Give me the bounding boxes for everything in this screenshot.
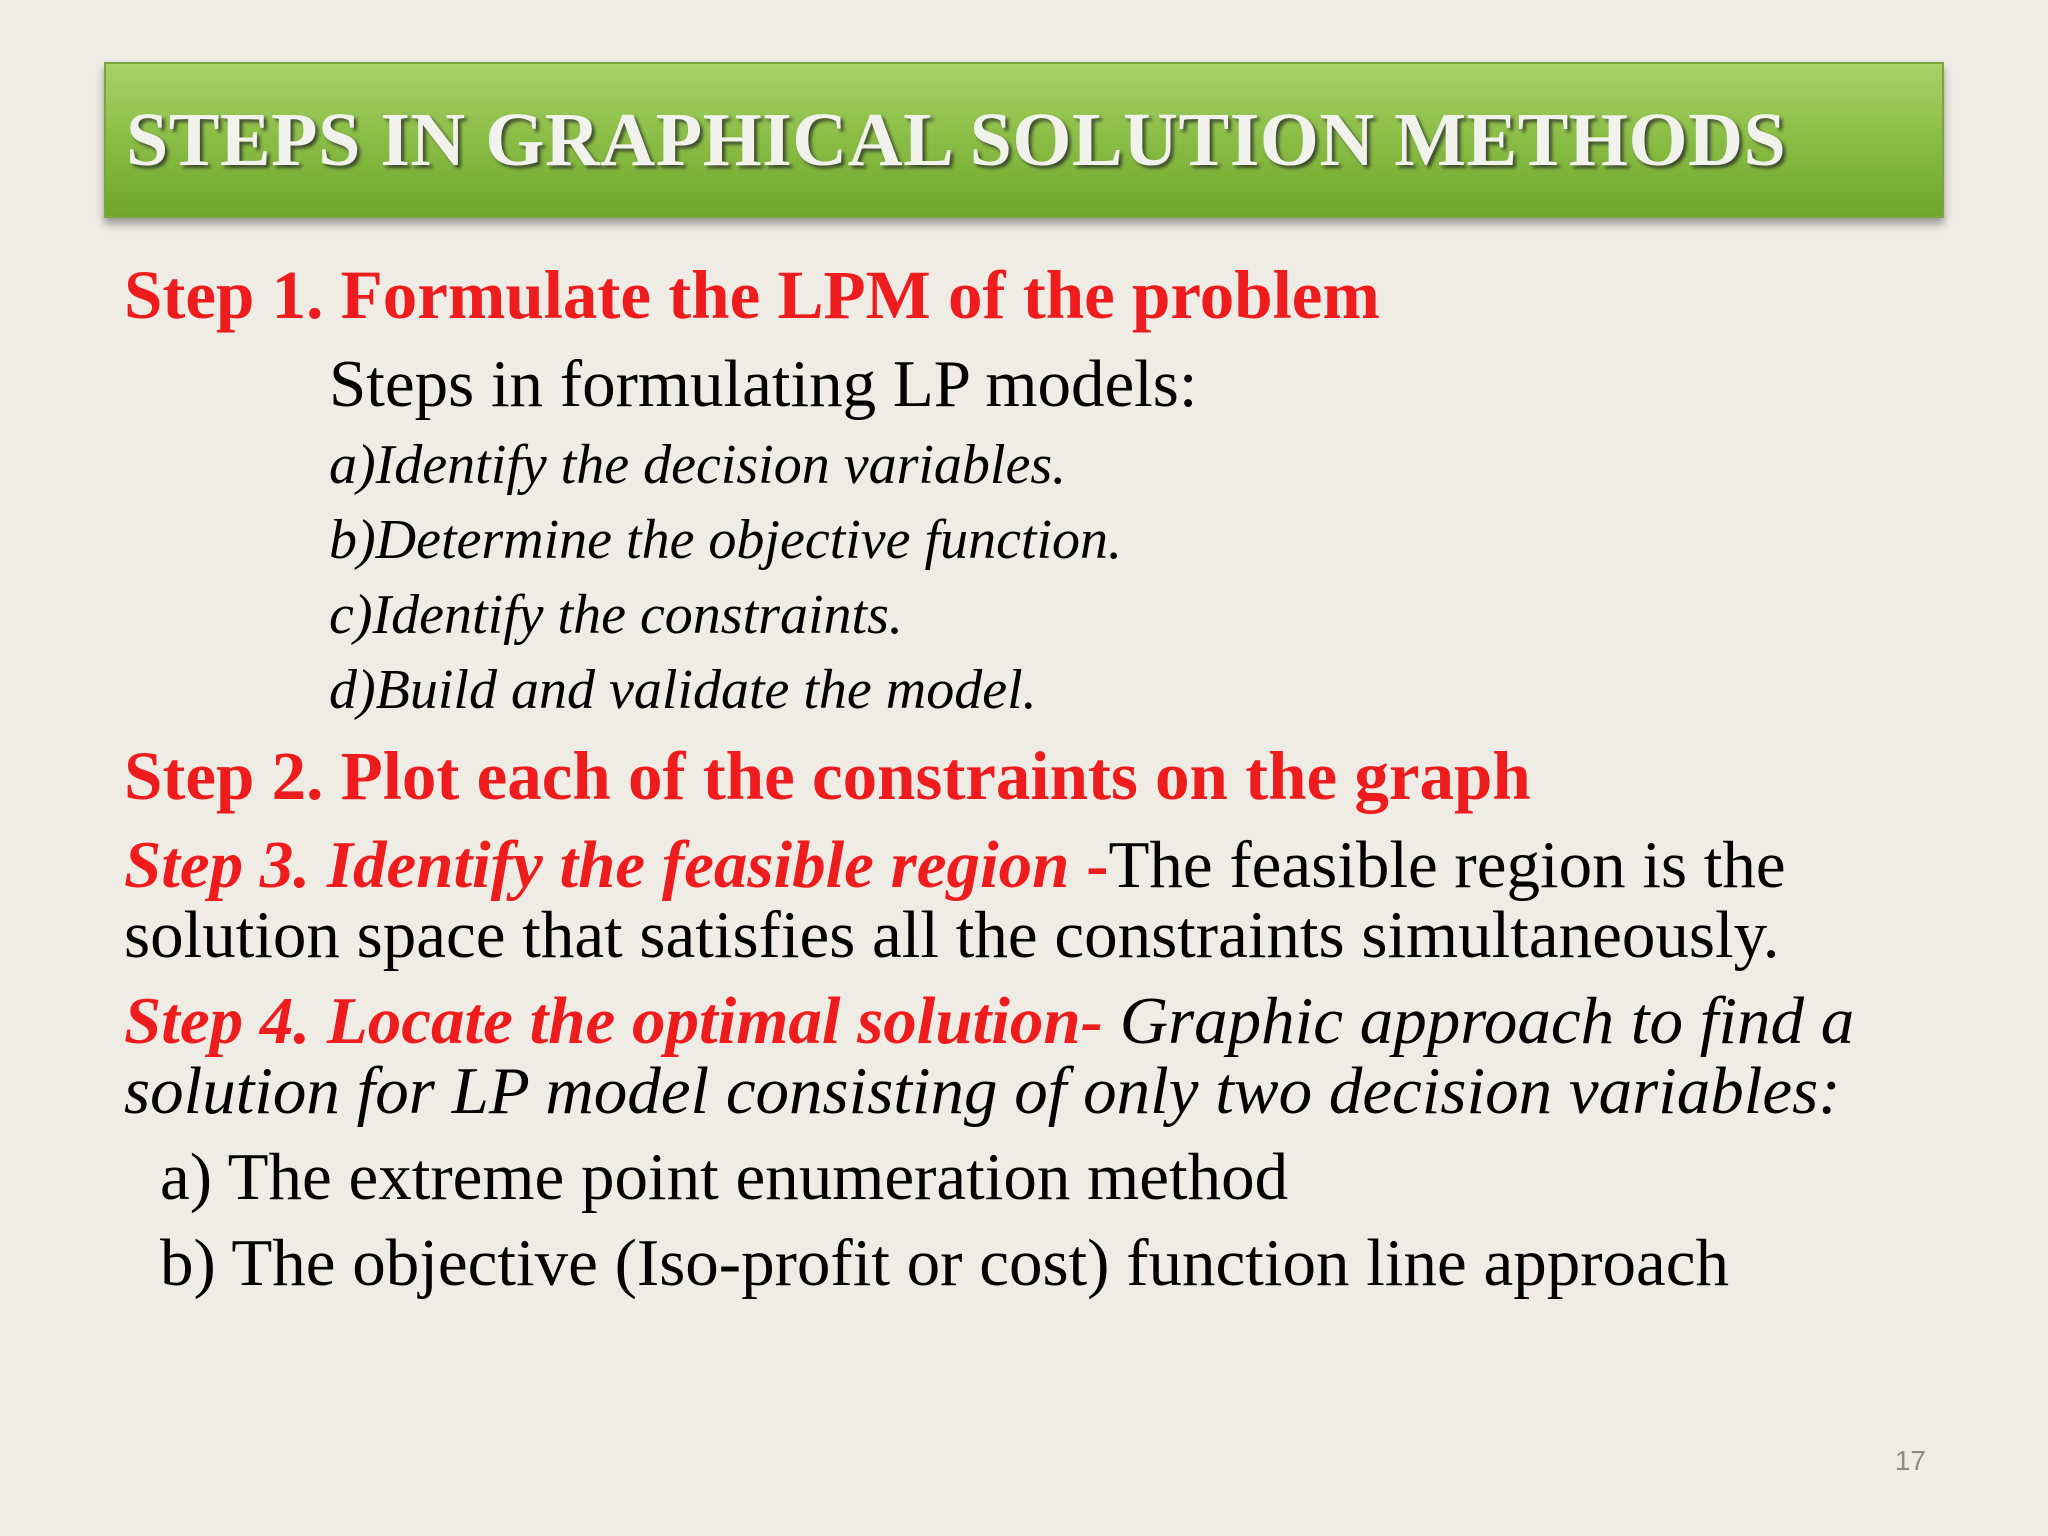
step4-text: Graphic approach to find a solution for LP model consisting of only two decision variables: bbox=[124, 984, 1855, 1128]
step3-separator: - bbox=[1069, 828, 1109, 902]
page-number: 17 bbox=[1894, 1445, 1926, 1476]
step1-item-d: d)Build and validate the model. bbox=[329, 659, 1037, 721]
step1-heading: Step 1. Formulate the LPM of the problem bbox=[124, 257, 1380, 333]
step1-item-b: b)Determine the objective function. bbox=[329, 509, 1123, 571]
step3-paragraph bbox=[124, 830, 1924, 970]
slide-title: STEPS IN GRAPHICAL SOLUTION METHODS bbox=[126, 97, 1787, 182]
step4-method-a: a) The extreme point enumeration method bbox=[160, 1140, 1289, 1214]
step4-method-b: b) The objective (Iso-profit or cost) function line approach bbox=[160, 1226, 1730, 1300]
slide-content bbox=[124, 250, 1924, 1306]
step4-paragraph bbox=[124, 986, 1924, 1126]
step3-text: The feasible region is the solution space that satisfies all the constraints simultaneously. bbox=[124, 828, 1786, 972]
title-bar bbox=[104, 62, 1944, 218]
step4-heading: Step 4. Locate the optimal solution- bbox=[124, 984, 1103, 1058]
step1-subheading: Steps in formulating LP models: bbox=[329, 347, 1198, 421]
step1-item-c: c)Identify the constraints. bbox=[329, 584, 903, 646]
step1-item-a: a)Identify the decision variables. bbox=[329, 434, 1067, 496]
step3-heading: Step 3. Identify the feasible region bbox=[124, 828, 1070, 902]
step2-heading: Step 2. Plot each of the constraints on the graph bbox=[124, 738, 1531, 814]
